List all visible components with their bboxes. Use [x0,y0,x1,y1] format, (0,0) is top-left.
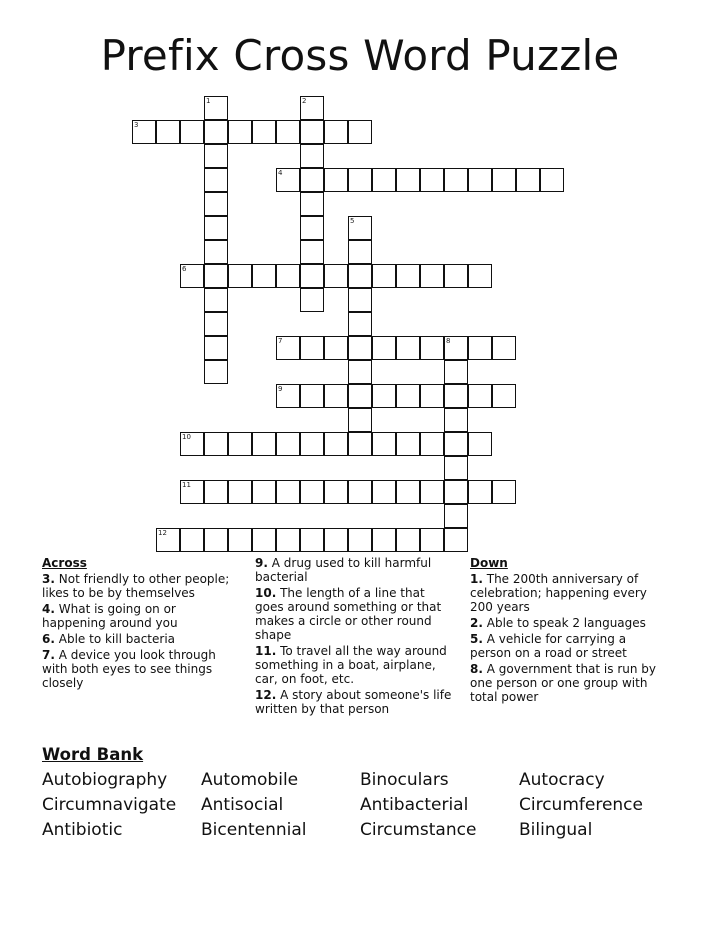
clue-number-label: 1 [206,97,211,105]
grid-cell[interactable] [204,144,228,168]
grid-cell[interactable] [540,168,564,192]
clue-across-9: 9. A drug used to kill harmful bacterial [255,556,432,584]
grid-cell[interactable] [444,384,468,408]
grid-cell[interactable] [252,264,276,288]
grid-cell[interactable] [252,120,276,144]
grid-cell[interactable] [204,264,228,288]
clue-across-10: 10. The length of a line that goes around something or that makes a circle or other round shape [255,586,442,642]
grid-cell[interactable] [300,288,324,312]
grid-cell[interactable] [372,168,396,192]
grid-cell[interactable] [204,168,228,192]
clue-down-2: 2. Able to speak 2 languages [470,616,646,630]
word-bank-list [42,768,702,843]
grid-cell[interactable] [516,168,540,192]
grid-cell[interactable] [276,480,300,504]
grid-cell[interactable] [348,528,372,552]
grid-cell[interactable] [180,528,204,552]
clue-down-8: 8. A government that is run by one person or one group with total power [470,662,657,704]
grid-cell[interactable] [468,384,492,408]
grid-cell[interactable] [396,336,420,360]
grid-cell[interactable] [468,336,492,360]
grid-cell[interactable] [204,240,228,264]
grid-cell[interactable] [348,312,372,336]
grid-cell[interactable] [468,480,492,504]
word-bank [42,744,702,843]
grid-cell[interactable] [492,336,516,360]
grid-cell[interactable] [300,144,324,168]
grid-cell[interactable] [204,432,228,456]
grid-cell[interactable] [348,480,372,504]
grid-cell[interactable] [276,120,300,144]
grid-cell[interactable] [300,216,324,240]
grid-cell[interactable] [396,168,420,192]
grid-cell[interactable] [228,120,252,144]
grid-cell[interactable] [300,528,324,552]
across-clues-column-1 [42,556,238,692]
word-bank-item: Circumnavigate [42,795,177,815]
grid-cell[interactable] [372,384,396,408]
grid-cell[interactable] [324,336,348,360]
grid-cell[interactable] [444,264,468,288]
grid-cell[interactable] [348,336,372,360]
grid-cell[interactable] [372,528,396,552]
grid-cell[interactable] [300,336,324,360]
grid-cell[interactable] [300,168,324,192]
grid-cell[interactable] [204,192,228,216]
grid-cell[interactable] [372,480,396,504]
grid-cell[interactable] [324,528,348,552]
grid-cell[interactable] [444,528,468,552]
grid-cell[interactable] [420,432,444,456]
grid-cell[interactable] [300,480,324,504]
word-bank-item: Circumstance [360,820,477,840]
clue-across-7: 7. A device you look through with both eyes to see things closely [42,648,216,690]
grid-cell[interactable] [324,120,348,144]
clue-number-label: 10 [182,433,191,441]
word-bank-item: Circumference [519,795,643,815]
grid-cell[interactable] [372,336,396,360]
grid-cell[interactable] [204,360,228,384]
grid-cell[interactable] [420,528,444,552]
grid-cell[interactable] [252,432,276,456]
grid-cell[interactable] [492,480,516,504]
grid-cell[interactable] [396,432,420,456]
grid-cell[interactable] [228,480,252,504]
grid-cell[interactable] [252,480,276,504]
grid-cell[interactable] [204,288,228,312]
page-title: Prefix Cross Word Puzzle [100,31,620,80]
grid-cell[interactable] [444,408,468,432]
grid-cell[interactable] [444,480,468,504]
grid-cell[interactable] [396,384,420,408]
grid-cell[interactable] [204,312,228,336]
grid-cell[interactable] [300,432,324,456]
grid-cell[interactable] [276,432,300,456]
grid-cell[interactable] [348,432,372,456]
grid-cell[interactable] [444,360,468,384]
grid-cell[interactable] [420,480,444,504]
grid-cell[interactable] [348,384,372,408]
clue-number-label: 4 [278,169,283,177]
clue-number-label: 9 [278,385,283,393]
grid-cell[interactable] [324,480,348,504]
word-bank-item: Autocracy [519,770,605,790]
grid-cell[interactable] [204,120,228,144]
clue-number-label: 8 [446,337,451,345]
grid-cell[interactable] [372,264,396,288]
clue-across-4: 4. What is going on or happening around you [42,602,178,630]
grid-cell[interactable] [396,264,420,288]
grid-cell[interactable] [444,168,468,192]
clue-number-label: 7 [278,337,283,345]
grid-cell[interactable] [348,360,372,384]
word-bank-item: Binoculars [360,770,449,790]
grid-cell[interactable] [228,264,252,288]
grid-cell[interactable] [204,480,228,504]
clue-across-6: 6. Able to kill bacteria [42,632,176,646]
grid-cell[interactable] [300,120,324,144]
grid-cell[interactable] [324,168,348,192]
grid-cell[interactable] [300,192,324,216]
clue-number-label: 5 [350,217,355,225]
grid-cell[interactable] [396,528,420,552]
word-bank-item: Bilingual [519,820,593,840]
grid-cell[interactable] [204,216,228,240]
clue-across-12: 12. A story about someone's life written by that person [255,688,452,716]
grid-cell[interactable] [420,264,444,288]
clue-across-3: 3. Not friendly to other people; likes to be by themselves [42,572,230,600]
grid-cell[interactable] [420,168,444,192]
grid-cell[interactable] [204,528,228,552]
grid-cell[interactable] [444,504,468,528]
grid-cell[interactable] [300,264,324,288]
grid-cell[interactable] [420,336,444,360]
grid-cell[interactable] [468,168,492,192]
grid-cell[interactable] [252,528,276,552]
word-bank-item: Bicentennial [201,820,307,840]
grid-cell[interactable] [156,120,180,144]
grid-cell[interactable] [348,120,372,144]
grid-cell[interactable] [348,408,372,432]
clue-number-label: 11 [182,481,191,489]
word-bank-item: Autobiography [42,770,168,790]
across-heading: Across [42,556,87,570]
grid-cell[interactable] [444,432,468,456]
clue-number-label: 6 [182,265,187,273]
grid-cell[interactable] [468,264,492,288]
grid-cell[interactable] [396,480,420,504]
word-bank-item: Automobile [201,770,299,790]
clue-across-11: 11. To travel all the way around something in a boat, airplane, car, on foot, etc. [255,644,447,686]
grid-cell[interactable] [348,168,372,192]
grid-cell[interactable] [348,288,372,312]
grid-cell[interactable] [324,384,348,408]
grid-cell[interactable] [372,432,396,456]
grid-cell[interactable] [444,456,468,480]
grid-cell[interactable] [300,240,324,264]
word-bank-item: Antibacterial [360,795,469,815]
grid-cell[interactable] [324,432,348,456]
grid-cell[interactable] [348,264,372,288]
grid-cell[interactable] [300,384,324,408]
down-heading: Down [470,556,508,570]
clue-number-label: 2 [302,97,307,105]
clue-number-label: 12 [158,529,167,537]
word-bank-title: Word Bank [42,745,144,764]
grid-cell[interactable] [276,264,300,288]
grid-cell[interactable] [324,264,348,288]
clue-down-5: 5. A vehicle for carrying a person on a road or street [470,632,627,660]
grid-cell[interactable] [420,384,444,408]
grid-cell[interactable] [348,240,372,264]
grid-cell[interactable] [180,120,204,144]
grid-cell[interactable] [204,336,228,360]
grid-cell[interactable] [276,528,300,552]
grid-cell[interactable] [492,384,516,408]
grid-cell[interactable] [492,168,516,192]
across-clues-column-2 [255,556,455,718]
grid-cell[interactable] [228,528,252,552]
down-clues-column [470,556,670,706]
clue-down-1: 1. The 200th anniversary of celebration; happening every 200 years [470,572,647,614]
grid-cell[interactable] [468,432,492,456]
grid-cell[interactable] [228,432,252,456]
clue-number-label: 3 [134,121,139,129]
word-bank-item: Antisocial [201,795,284,815]
word-bank-item: Antibiotic [42,820,123,840]
